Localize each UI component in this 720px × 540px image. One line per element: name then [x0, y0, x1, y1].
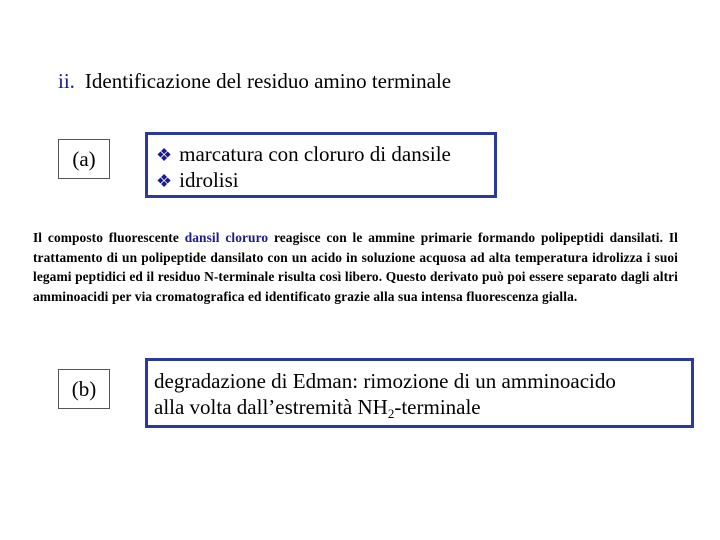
description-paragraph — [33, 228, 678, 306]
method-b-line2 — [154, 394, 685, 420]
bullet-text: marcatura con cloruro di dansile — [179, 142, 451, 166]
method-a-box — [145, 132, 497, 198]
diamond-bullet-icon: ❖ — [156, 171, 173, 192]
method-b-line2-text: alla volta dall’estremità NH — [154, 395, 388, 420]
highlighted-term: dansil cloruro — [184, 230, 269, 245]
label-b-box — [58, 369, 110, 409]
bullet-text: idrolisi — [179, 168, 239, 193]
diamond-bullet-icon: ❖ — [156, 145, 173, 165]
section-heading — [58, 69, 451, 94]
paragraph-text-rest: reagisce con le ammine primarie formando polipeptidi dansilati. Il trattamento di un polipeptide dansilato con un acido in soluzione acquosa ad alta temperatura idrolizza i suoi legami peptidici ed il residuo N-terminale risulta così libero. Questo derivato può poi essere separato dagli altri amminoacidi per via cromatografica ed identificato grazie alla sua intensa fluorescenza gialla. — [33, 230, 678, 304]
label-a: (a) — [72, 146, 96, 171]
bullet-item — [156, 141, 486, 167]
bullet-item — [156, 167, 486, 193]
label-b: (b) — [71, 376, 97, 401]
method-b-line2-suffix: -terminale — [394, 395, 481, 420]
heading-number: ii. — [58, 69, 75, 93]
paragraph-text-start: Il composto fluorescente — [33, 230, 185, 245]
label-a-box — [58, 139, 110, 179]
subscript: 2 — [387, 406, 395, 422]
method-b-box — [145, 358, 694, 428]
method-b-line1: degradazione di Edman: rimozione di un amminoacido — [154, 369, 616, 393]
heading-text: Identificazione del residuo amino terminale — [84, 69, 452, 93]
